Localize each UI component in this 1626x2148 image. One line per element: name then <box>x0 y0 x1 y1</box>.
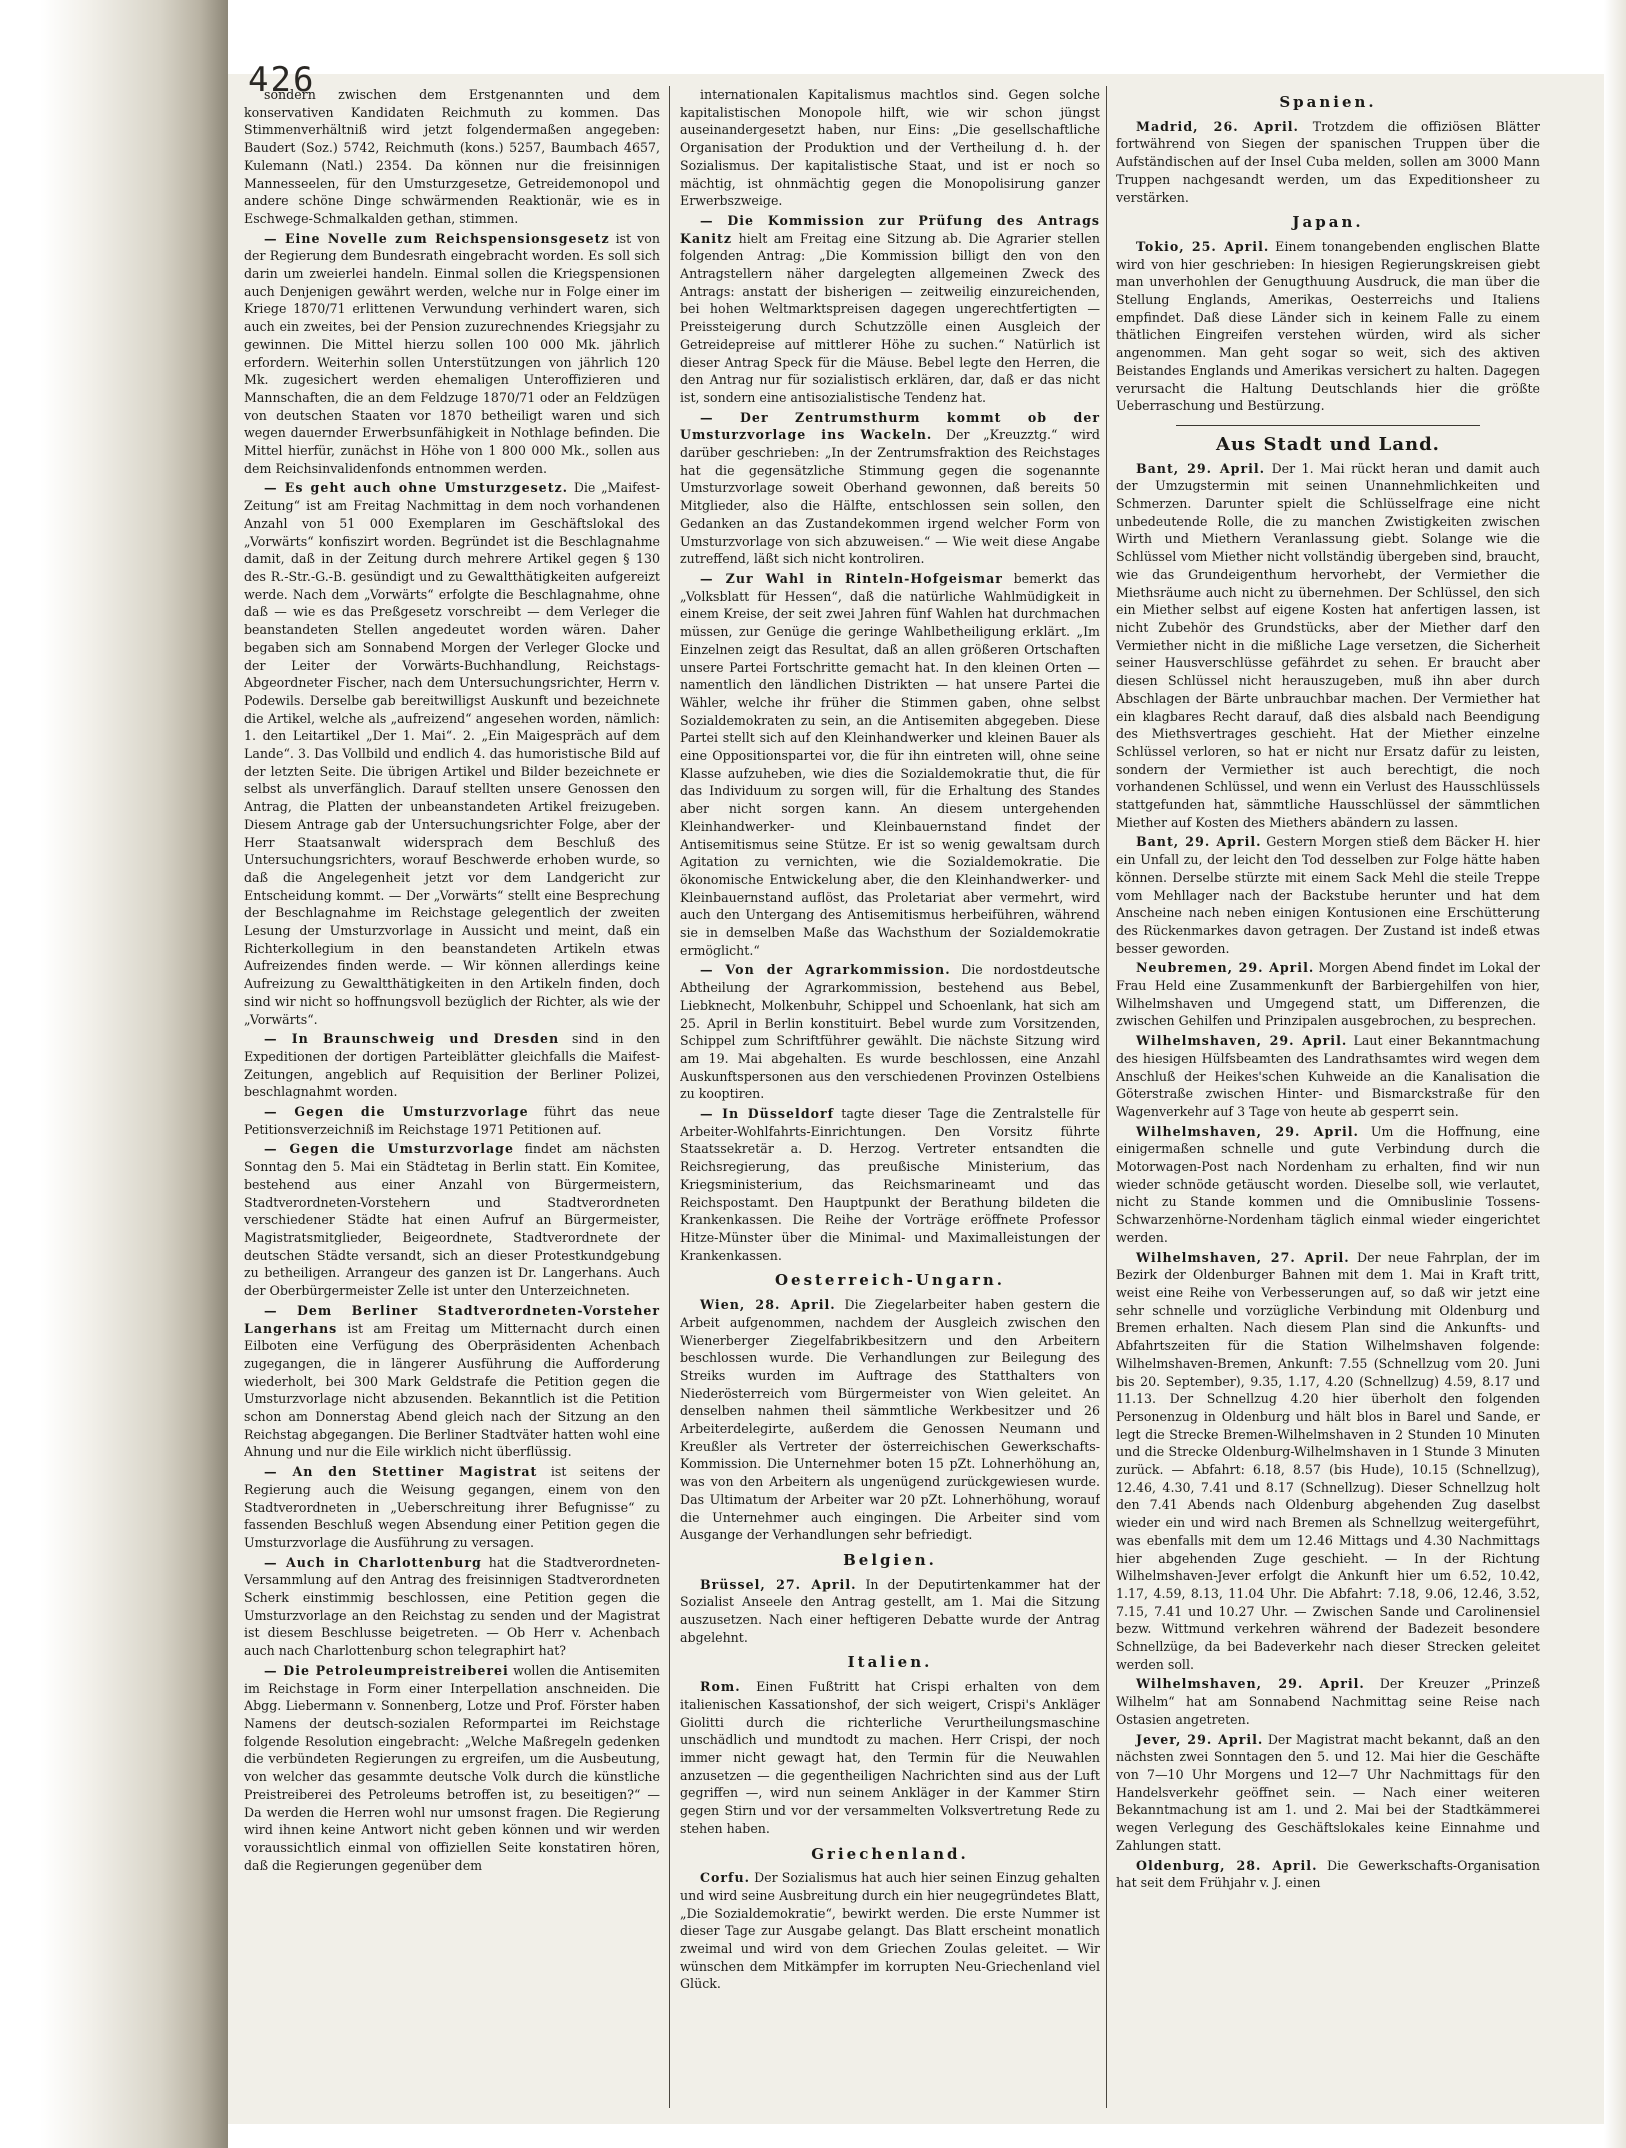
article-lead: — Gegen die Umsturzvorlage <box>264 1141 514 1157</box>
section-heading: Oesterreich-Ungarn. <box>774 1271 1006 1290</box>
column-rule <box>669 86 670 2108</box>
article-text: Die Gewerkschafts-Organisation hat seit dem Frühjahr v. J. einen <box>1116 1857 1540 1891</box>
column-1 <box>244 86 660 2114</box>
article-paragraph <box>244 230 660 478</box>
article-lead: — In Braunschweig und Dresden <box>264 1031 560 1047</box>
column-rule <box>1106 86 1107 2108</box>
article-text: internationalen Kapitalismus machtlos sind. Gegen solche kapitalistischen Monopole hilft, wie wir schon jüngst auseinandergesetzt haben, nur Eins: „Die gesellschaftliche Organisation der Produktion und der Vertheilung d. h. der Sozialismus. Der kapitalistische Staat, und ist er noch so mächtig, ist ohnmächtig gegen die Monopolisirung ganzer Erwerbszweige. <box>680 87 1100 209</box>
article-lead: Wilhelmshaven, 29. April. <box>1136 1123 1359 1139</box>
article-lead: Wien, 28. April. <box>700 1297 836 1313</box>
article-paragraph <box>680 409 1100 568</box>
article-text: Der Magistrat macht bekannt, daß an den nächsten zwei Sonntagen den 5. und 12. Mai hier die Geschäfte von 7—10 Uhr Morgens und 12—7 Uhr Nachmittags für den Handelsverkehr geöffnet sein. — Nach einer weiteren Bekanntmachung ist am 1. und 2. Mai bei der Stadtkämmerei wegen Verlegung des Geschäftslokales keine Einnahme und Zahlungen statt. <box>1116 1731 1540 1853</box>
article-text: Der neue Fahrplan, der im Bezirk der Oldenburger Bahnen mit dem 1. Mai in Kraft tritt, weist eine Reihe von Verbesserungen auf, so daß wir jetzt eine sehr schnelle und vorzügliche Verbindung mit Oldenburg und Bremen erhalten. Nach diesem Plan sind die Ankunfts- und Abfahrtszeiten für die Station Wilhelmshaven folgende: Wilhelmshaven-Bremen, Ankunft: 7.55 (Schnellzug vom 20. Juni bis 20. September), 9.35, 1.17, 4.20 (Schnellzug) 4.59, 8.17 und 11.13. Der Schnellzug 4.20 hier überholt den folgenden Personenzug in Oldenburg und hält blos in Barel und Sande, er legt die Strecke Bremen-Wilhelmshaven in 2 Stunden 10 Minuten und die Strecke Oldenburg-Wilhelmshaven in 1 Stunde 3 Minuten zurück. — Abfahrt: 6.18, 8.57 (bis Hude), 10.15 (Schnellzug), 12.46, 4.30, 7.41 und 8.17 (Schnellzug). Dieser Schnellzug holt den 7.41 Abends nach Oldenburg abgehenden Zug daselbst wieder ein und wird nach Bremen als Schnellzug weitergeführt, was ebenfalls mit dem um 12.46 Mittags und 4.30 Nachmittags hier abgehenden Zuge geschieht. — In der Richtung Wilhelmshaven-Jever erfolgt die Ankunft hier um 6.52, 10.42, 1.17, 4.59, 8.13, 11.04 Uhr. Die Abfahrt: 7.18, 9.06, 12.46, 3.52, 7.15, 7.41 und 10.27 Uhr. — Zwischen Sande und Carolinensiel bezw. Wittmund verkehren während der Badezeit besondere Schnellzüge, da bei Badeverkehr nach dieser Strecken geleitet werden soll. <box>1116 1249 1540 1672</box>
article-paragraph <box>1116 1675 1540 1728</box>
article-lead: — Die Petroleumpreistreiberei <box>264 1662 509 1678</box>
article-paragraph <box>244 1662 660 1874</box>
article-text: Laut einer Bekanntmachung des hiesigen Hülfsbeamten des Landrathsamtes wird wegen dem Anschluß der Heikes'schen Kuhweide an die Kanalisation die Göterstraße zwischen Hinter- und Bismarckstraße für den Wagenverkehr auf 3 Tage von heute ab gesperrt sein. <box>1116 1033 1540 1119</box>
article-lead: Wilhelmshaven, 29. April. <box>1136 1033 1348 1049</box>
article-text: Einen Fußtritt hat Crispi erhalten von dem italienischen Kassationshof, der sich weigert, Crispi's Ankläger Giolitti durch die richterliche Verurtheilungsmaschine unschädlich und mundtodt zu machen. Herr Crispi, der noch immer nicht gewagt hat, den Termin für die Neuwahlen anzusetzen — die gegentheiligen Nachrichten sind aus der Luft gegriffen —, wird nun seinem Ankläger in der Kammer Stirn gegen Stirn und vor der versammelten Volksvertretung Rede zu stehen haben. <box>680 1679 1100 1836</box>
article-paragraph <box>1116 1123 1540 1247</box>
article-text: Die Ziegelarbeiter haben gestern die Arbeit aufgenommen, nachdem der Ausgleich zwischen den Wienerberger Ziegelfabrikbesitzern und den Arbeitern beschlossen wurde. Die Verhandlungen zur Beilegung des Streiks wurden im Auftrage des Statthalters von Niederösterreich vom Bürgermeister von Wien geleitet. An denselben nahmen theil sämmtliche Werkbesitzer und 26 Arbeiterdelegirte, außerdem die Genossen Neumann und Kreußler als Vertreter der österreichischen Gewerkschafts-Kommission. Die Unternehmer boten 15 pZt. Lohnerhöhung an, was von den Arbeitern als ungenügend zurückgewiesen wurde. Das Ultimatum der Arbeiter war 20 pZt. Lohnerhöhung, worauf die Unternehmer auch eingingen. Die Arbeiter sind vom Ausgange der Verhandlungen sehr befriedigt. <box>680 1297 1100 1543</box>
article-lead: — Zur Wahl in Rinteln-Hofgeismar <box>700 570 1003 586</box>
article-paragraph <box>244 1030 660 1101</box>
article-lead: — Auch in Charlottenburg <box>264 1554 482 1570</box>
section-heading: Italien. <box>847 1653 933 1672</box>
article-text: Gestern Morgen stieß dem Bäcker H. hier ein Unfall zu, der leicht den Tod desselben zur Folge hätte haben können. Derselbe stürzte mit einem Sack Mehl die steile Treppe vom Mehllager nach der Backstube herunter und hat dem Anscheine nach neben einigen Kontusionen eine Erschütterung des Rückenmarkes davon getragen. Der Zustand ist indeß etwas besser geworden. <box>1116 834 1540 956</box>
article-text: wollen die Antisemiten im Reichstage in Form einer Interpellation anschneiden. Die Abgg. Liebermann v. Sonnenberg, Lotze und Prof. Förster haben Namens der deutsch-sozialen Reformpartei im Reichstage folgende Resolution eingebracht: „Welche Maßregeln gedenken die verbündeten Regierungen zu ergreifen, um die Ausbeutung, von welcher das gesammte deutsche Volk durch die künstliche Preistreiberei des Petroleums betroffen ist, zu beseitigen?“ — Da werden die Herren wohl nur umsonst fragen. Die Regierung wird ihnen keine Antwort nicht geben können und wir werden voraussichtlich einmal von offiziellen Seite konstatiren hören, daß die Regierungen gegenüber dem <box>244 1662 660 1873</box>
book-binding-shadow <box>0 0 228 2148</box>
article-text: Der Kreuzer „Prinzeß Wilhelm“ hat am Sonnabend Nachmittag seine Reise nach Ostasien angetreten. <box>1116 1676 1540 1727</box>
page-edge <box>1604 0 1626 2148</box>
article-lead: Brüssel, 27. April. <box>700 1576 857 1592</box>
article-text: sondern zwischen dem Erstgenannten und dem konservativen Kandidaten Reichmuth zu kommen. Das Stimmenverhältniß wird jetzt folgendermaßen angegeben: Baudert (Soz.) 5742, Reichmuth (kons.) 5257, Baumbach 4657, Kulemann (Natl.) 2354. Da können nur die freisinnigen Mannesseelen, für den Umsturzgesetze, Getreidemonopol und andere schöne Dinge schwärmenden Reaktionär, wie es in Eschwege-Schmalkalden gethan, stimmen. <box>244 87 660 226</box>
article-text: bemerkt das „Volksblatt für Hessen“, daß die natürliche Wahlmüdigkeit in einem Kreise, der seit zwei Jahren fünf Wahlen hat durchmachen müssen, zur Genüge die geringe Wahlbetheiligung erklärt. „Im Einzelnen zeigt das Resultat, daß an allen größeren Ortschaften unsere Partei Fortschritte gemacht hat. In den kleinen Orten — namentlich den ländlichen Distrikten — hat unsere Partei die Wähler, welche ihr früher die Stimmen gaben, ohne selbst Sozialdemokraten zu sein, an die Antisemiten abgegeben. Diese Partei stellt sich auf den Kleinhandwerker und kleinen Bauer als eine Oppositionspartei vor, die für ihn eintreten will, ohne seine Klasse aufzuheben, wie dies die Sozialdemokratie thut, die für das Individuum zu sorgen will, für die Erhaltung des Standes aber nicht sorgen kann. An diesem untergehenden Kleinhandwerker- und Kleinbauernstand findet der Antisemitismus seine Stütze. Er ist so wenig gewaltsam durch Agitation zu vernichten, wie die Sozialdemokratie. Die ökonomische Entwickelung aber, die den Kleinhandwerker- und Kleinbauernstand auflöst, das Proletariat aber vermehrt, wird auch den Untergang des Antisemitismus herbeiführen, während sie in demselben Maße das Wachsthum der Sozialdemokratie ermöglicht.“ <box>680 570 1100 958</box>
article-lead: Madrid, 26. April. <box>1136 118 1299 134</box>
section-heading: Spanien. <box>1279 93 1377 111</box>
article-text: Morgen Abend findet im Lokal der Frau Held eine Zusammenkunft der Barbiergehilfen von hier, Wilhelmshaven und Umgegend statt, um Differenzen, die zwischen Gehilfen und Prinzipalen ausgebrochen, zu besprechen. <box>1116 960 1540 1029</box>
article-paragraph <box>680 1678 1100 1837</box>
article-text: sind in den Expeditionen der dortigen Parteiblätter gleichfalls die Maifest-Zeitungen, angeblich auf Requisition der Berliner Polizei, beschlagnahmt worden. <box>244 1031 660 1100</box>
article-paragraph <box>680 1105 1100 1264</box>
article-text: Der „Kreuzztg.“ wird darüber geschrieben: „In der Zentrumsfraktion des Reichstages hat die gegensätzliche Stimmung gegen die sogenannte Umsturzvorlage soweit Oberhand gewonnen, daß bereits 50 Mitglieder, also die Hälfte, entschlossen sein sollen, den Gedanken an das Zustandekommen irgend welcher Form von Umsturzvorlage von sich abzuweisen.“ — Wie weit diese Angabe zutreffend, läßt sich nicht kontroliren. <box>680 427 1100 567</box>
page-number: 426 <box>248 60 316 100</box>
article-paragraph <box>244 1140 660 1299</box>
section-heading: Belgien. <box>843 1550 937 1569</box>
article-text: tagte dieser Tage die Zentralstelle für Arbeiter-Wohlfahrts-Einrichtungen. Den Vorsitz führte Staatssekretär a. D. Herzog. Vertreter entsandten die Reichsregierung, das preußische Ministerium, das Kriegsministerium, das Reichsmarineamt und das Reichspostamt. Den Hauptpunkt der Berathung bildeten die Krankenkassen. Die Reihe der Vorträge eröffnete Professor Hitze-Münster über die Minimal- und Maximalleistungen der Krankenkassen. <box>680 1106 1100 1263</box>
article-paragraph <box>680 1576 1100 1647</box>
article-text: ist am Freitag um Mitternacht durch einen Eilboten eine Verfügung des Oberpräsidenten Achenbach zugegangen, die in längerer Ausführung die Aufforderung wiederholt, bei 300 Mark Geldstrafe die Petition gegen die Umsturzvorlage nicht abzusenden. Bekanntlich ist die Petition schon am Donnerstag Abend gleich nach der Sitzung an den Reichstag abgegangen. Die Berliner Stadtväter hatten wohl eine Ahnung und nur die Eile wirklich nicht überflüssig. <box>244 1320 660 1460</box>
article-lead: Corfu. <box>700 1870 751 1886</box>
article-text: In der Deputirtenkammer hat der Sozialist Anseele den Antrag gestellt, am 1. Mai die Sitzung auszusetzen. Nach einer heftigeren Debatte wurde der Antrag abgelehnt. <box>680 1576 1100 1645</box>
article-paragraph <box>1116 1249 1540 1674</box>
article-text: Die nordostdeutsche Abtheilung der Agrarkommission, bestehend aus Bebel, Liebknecht, Molkenbuhr, Schippel und Schoenlank, hat sich am 25. April in Berlin konstituirt. Bebel wurde zum Vorsitzenden, Schippel zum Schriftführer gewählt. Die nächste Sitzung wird am 19. Mai abgehalten. Es wurde beschlossen, eine Anzahl Auskunftspersonen aus den verschiedenen Provinzen Ostelbiens zu kooptiren. <box>680 962 1100 1102</box>
article-lead: Wilhelmshaven, 27. April. <box>1136 1249 1350 1265</box>
article-lead: — Eine Novelle zum Reichspensionsgesetz <box>264 230 610 246</box>
article-paragraph <box>1116 959 1540 1030</box>
article-paragraph <box>1116 1731 1540 1855</box>
article-text: Die „Maifest-Zeitung“ ist am Freitag Nachmittag in dem noch vorhandenen Anzahl von 51 000 Exemplaren im Geschäftslokal des „Vorwärts“ konfiszirt worden. Begründet ist die Beschlagnahme damit, daß in der Zeitung durch mehrere Artikel gegen § 130 des R.-Str.-G.-B. gesündigt und zu Gewaltthätigkeiten aufgereizt werde. Nach dem „Vorwärts“ erfolgte die Beschlagnahme, ohne daß — wie es das Preßgesetz vorschreibt — dem Verleger die beanstandeten Stellen angedeutet worden wären. Daher begaben sich am Sonnabend Morgen der Verleger Glocke und der Leiter der Vorwärts-Buchhandlung, Reichstags-Abgeordneter Fischer, nach dem Untersuchungsrichter, Herrn v. Podewils. Derselbe gab bereitwilligst Auskunft und bezeichnete die Artikel, welche als „aufreizend“ angesehen worden, nämlich: 1. den Leitartikel „Der 1. Mai“. 2. „Ein Maigespräch auf dem Lande“. 3. Das Vollbild und endlich 4. das humoristische Bild auf der letzten Seite. Die übrigen Artikel und Bilder bezeichnete er selbst als unverfänglich. Darauf stellten unsere Genossen den Antrag, die Platten der unbeanstandeten Artikel freizugeben. Diesem Antrage gab der Untersuchungsrichter Folge, aber der Herr Staatsanwalt widersprach dem Beschluß des Untersuchungsrichters, worauf Beschwerde erhoben wurde, so daß die Angelegenheit jetzt vor dem Landgericht zur Entscheidung kommt. — Der „Vorwärts“ stellt eine Besprechung der Beschlagnahme im Reichstage gelegentlich der zweiten Lesung der Umsturzvorlage in Aussicht und meint, daß ein Richterkollegium in den beanstandeten Artikeln etwas Aufreizendes finden werde. — Wir können allerdings keine Aufreizung zu Gewaltthätigkeiten in den Artikeln finden, doch sind wir nicht so hoffnungsvoll bezüglich der Richter, als wie der „Vorwärts“. <box>244 480 660 1027</box>
article-paragraph <box>680 86 1100 210</box>
column-3 <box>1116 86 1540 2114</box>
article-lead: — Dem Berliner Stadtverordneten-Vorsteher Langerhans <box>244 1302 660 1336</box>
article-lead: — Es geht auch ohne Umsturzgesetz. <box>264 480 569 496</box>
article-lead: Tokio, 25. April. <box>1136 238 1270 254</box>
article-text: Einem tonangebenden englischen Blatte wird von hier geschrieben: In hiesigen Regierungskreisen giebt man unverhohlen der Genugthuung Ausdruck, die man über die Stellung Englands, Amerikas, Oesterreichs und Italiens empfindet. Daß diese Länder sich in keinem Falle zu einem thätlichen Eingreifen verstehen würden, wird als sicher angenommen. Man geht sogar so weit, sich des aktiven Beistandes Englands und Amerikas versichert zu halten. Dagegen verursacht die Haltung Deutschlands hier die größte Ueberraschung und Bestürzung. <box>1116 238 1540 414</box>
column-2 <box>680 86 1100 2114</box>
article-lead: — An den Stettiner Magistrat <box>264 1464 538 1480</box>
article-lead: Rom. <box>700 1679 741 1695</box>
article-lead: — Die Kommission zur Prüfung des Antrags Kanitz <box>680 212 1100 246</box>
article-paragraph <box>1116 833 1540 957</box>
article-lead: — Der Zentrumsthurm kommt ob der Umsturzvorlage ins Wackeln. <box>680 409 1100 443</box>
article-paragraph <box>1116 238 1540 415</box>
article-paragraph <box>680 961 1100 1103</box>
article-paragraph <box>244 1463 660 1552</box>
article-paragraph <box>1116 1857 1540 1892</box>
article-paragraph <box>680 1296 1100 1544</box>
article-lead: — In Düsseldorf <box>700 1106 835 1122</box>
article-paragraph <box>1116 118 1540 207</box>
article-paragraph <box>680 1869 1100 1993</box>
article-text: führt das neue Petitionsverzeichniß im Reichstage 1971 Petitionen auf. <box>244 1104 660 1137</box>
article-paragraph <box>680 212 1100 407</box>
article-text: Der Sozialismus hat auch hier seinen Einzug gehalten und wird seine Ausbreitung durch ein hier neugegründetes Blatt, „Die Sozialdemokratie“, bewirkt werden. Die erste Nummer ist dieser Tage zur Ausgabe gelangt. Das Blatt erscheint monatlich zweimal und wird von dem Griechen Zoulas geleitet. — Wir wünschen dem Mitkämpfer im korrupten Neu-Griechenland viel Glück. <box>680 1870 1100 1992</box>
article-lead: — Von der Agrarkommission. <box>700 962 951 978</box>
article-paragraph <box>244 86 660 228</box>
article-text: hielt am Freitag eine Sitzung ab. Die Agrarier stellen folgenden Antrag: „Die Kommission billigt den von den Antragstellern näher dargelegten allgemeinen Zweck des Antrags: anstatt der bisherigen — zeitweilig einzureichenden, bei hohen Weltmarktspreisen dagegen ungerechtfertigten — Preissteigerung durch Schutzzölle einen Ausgleich der Getreidepreise auf mittlerer Höhe zu suchen.“ Natürlich ist dieser Antrag Speck für die Mäuse. Bebel legte den Herren, die den Antrag nur für sozialistisch erklären, dar, daß er das nicht ist, sondern eine antisozialistische Tendenz hat. <box>680 230 1100 405</box>
section-divider <box>1176 425 1480 426</box>
article-text: hat die Stadtverordneten-Versammlung auf den Antrag des freisinnigen Stadtverordneten Scherk einstimmig beschlossen, eine Petition gegen die Umsturzvorlage an den Reichstag zu senden und der Magistrat ist diesem Beschlusse beigetreten. — Ob Herr v. Achenbach auch nach Charlottenburg schon telegraphirt hat? <box>244 1554 660 1659</box>
article-lead: — Gegen die Umsturzvorlage <box>264 1104 529 1120</box>
article-paragraph <box>680 570 1100 959</box>
article-paragraph <box>244 479 660 1028</box>
article-text: findet am nächsten Sonntag den 5. Mai ein Städtetag in Berlin statt. Ein Komitee, bestehend aus einer Anzahl von Bürgermeistern, Stadtverordneten-Vorstehern und Stadtverordneten verschiedener Städte hat einen Aufruf an Bürgermeister, Magistratsmitglieder, Beigeordnete, Stadtverordnete der deutschen Städte versandt, sich an dieser Protestkundgebung zu betheiligen. Arrangeur des ganzen ist Dr. Langerhans. Auch der Oberbürgermeister Zelle ist unter den Unterzeichneten. <box>244 1141 660 1299</box>
article-paragraph <box>1116 460 1540 832</box>
article-lead: Neubremen, 29. April. <box>1136 960 1315 976</box>
article-lead: Oldenburg, 28. April. <box>1136 1857 1318 1873</box>
article-text: ist von der Regierung dem Bundesrath eingebracht worden. Es soll sich darin um zweierlei handeln. Einmal sollen die Kriegspensionen auch Denjenigen gewährt werden, welche nur in Folge einer im Kriege 1870/71 erlittenen Verwundung verhindert waren, sich auch ein zweites, bei der Pension zuzurechnendes Kriegsjahr zu gewinnen. Die Mittel hierzu sollen 100 000 Mk. jährlich erfordern. Weiterhin sollen Unterstützungen von jährlich 120 Mk. zugesichert werden ehemaligen Unteroffizieren und Mannschaften, die an dem Feldzuge 1870/71 oder an Feldzügen von deutschen Staaten vor 1870 betheiligt waren und sich wegen dauernder Erwerbsunfähigkeit in Nothlage befinden. Die Mittel hierfür, zunächst in Höhe von 1 800 000 Mk., sollen aus dem Reichsinvalidenfonds entnommen werden. <box>244 230 660 476</box>
article-lead: Jever, 29. April. <box>1136 1731 1264 1747</box>
article-lead: Wilhelmshaven, 29. April. <box>1136 1676 1365 1692</box>
article-text: ist seitens der Regierung auch die Weisung gegangen, einem von den Stadtverordneten in „Ueberschreitung ihrer Befugnisse“ zu fassenden Beschluß wegen Absendung einer Petition gegen die Umsturzvorlage die Ausführung zu versagen. <box>244 1464 660 1550</box>
article-paragraph <box>244 1103 660 1138</box>
article-text: Der 1. Mai rückt heran und damit auch der Umzugstermin mit seinen Unannehmlichkeiten und Schmerzen. Darunter spielt die Schlüsselfrage eine nicht unbedeutende Rolle, die zu manchen Zwistigkeiten zwischen Wirth und Miethern Veranlassung giebt. Solange wie die Schlüssel vom Miether nicht vollständig übergeben sind, braucht, wie das Grundeigenthum hervorhebt, der Vermiether die Miethsräume auch nicht zu übernehmen. Der Schlüssel, den sich ein Miether selbst auf eigene Kosten hat anfertigen lassen, ist nicht Zubehör des Grundstücks, aber der Miether darf den Vermiether nicht in die mißliche Lage versetzen, die Sicherheit seiner Hausverschlüsse gefährdet zu sehen. Er braucht aber diesen Schlüssel nicht herauszugeben, muß ihn aber durch Abschlagen der Bärte unbrauchbar machen. Der Vermiether hat ein klagbares Recht darauf, daß dies alsbald nach Beendigung des Miethsvertrages geschieht. Hat der Miether einzelne Schlüssel verloren, so hat er nicht nur Ersatz dafür zu leisten, sondern der Vermiether ist auch berechtigt, die noch vorhandenen Schlüssel, und wenn ein Verlust des Hausschlüssels stattgefunden hat, sämmtliche Hausschlüssel der sämmtlichen Miether auf Kosten des Miethers abändern zu lassen. <box>1116 460 1540 830</box>
article-lead: Bant, 29. April. <box>1136 834 1262 850</box>
section-heading: Japan. <box>1292 213 1364 232</box>
article-paragraph <box>244 1554 660 1660</box>
article-lead: Bant, 29. April. <box>1136 460 1266 476</box>
article-text: Trotzdem die offiziösen Blätter fortwährend von Siegen der spanischen Truppen über die Aufständischen auf der Insel Cuba melden, sollen am 3000 Mann Truppen nachgesandt werden, um das Expeditionsheer zu verstärken. <box>1116 118 1540 205</box>
article-text: Um die Hoffnung, eine einigermaßen schnelle und gute Verbindung durch die Motorwagen-Post nach Nordenham zu erhalten, find wir nun wieder schnöde getäuscht worden. Dieselbe soll, wie verlautet, nicht zu Stande kommen und die Omnibuslinie Tossens-Schwarzenhörne-Nordenham täglich einmal wieder eingerichtet werden. <box>1116 1123 1540 1245</box>
article-paragraph <box>244 1302 660 1461</box>
section-heading: Griechenland. <box>811 1844 969 1863</box>
article-paragraph <box>1116 1032 1540 1121</box>
section-heading: Aus Stadt und Land. <box>1216 433 1440 455</box>
